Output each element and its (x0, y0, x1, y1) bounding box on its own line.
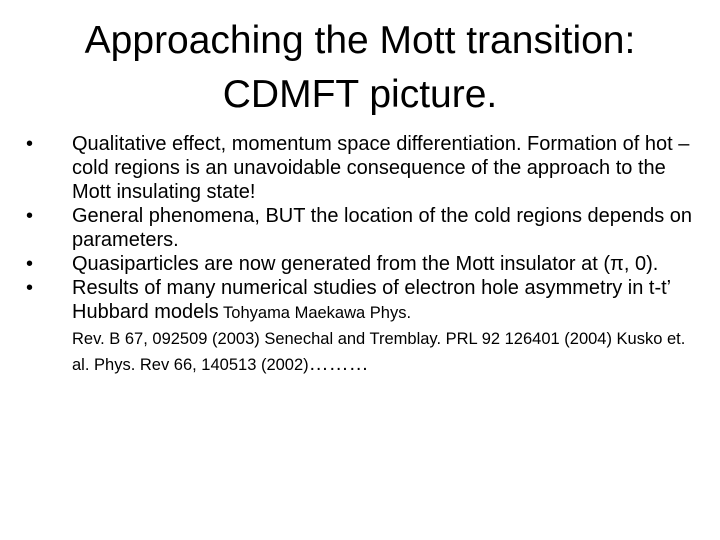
bullet-item-2 (26, 204, 696, 252)
bullet-item-4 (26, 276, 696, 378)
ellipsis-tail: ……… (308, 353, 369, 375)
bullet-text-1: Qualitative effect, momentum space differentiation. Formation of hot –cold regions is an unavoidable consequence of the approach to the Mott insulating state! (72, 133, 690, 203)
slide-title (20, 14, 700, 122)
bullet-item-1 (26, 132, 696, 204)
reference-inline: Tohyama Maekawa Phys. (218, 304, 412, 322)
bullet-icon: • (26, 133, 34, 155)
bullet-icon: • (26, 205, 34, 227)
bullet-text-3: Quasiparticles are now generated from the Mott insulator at (π, 0). (72, 253, 659, 275)
bullet-icon: • (26, 253, 34, 275)
bullet-icon: • (26, 277, 34, 299)
bullet-text-2: General phenomena, BUT the location of the cold regions depends on parameters. (72, 205, 693, 251)
slide-title-line-1: Approaching the Mott transition: (84, 19, 636, 62)
bullet-text-4: Results of many numerical studies of electron hole asymmetry in t-t’ Hubbard models (72, 277, 671, 323)
slide-title-line-2: CDMFT picture. (222, 73, 498, 116)
bullet-item-3 (26, 252, 696, 276)
reference-list: Rev. B 67, 092509 (2003) Senechal and Tremblay. PRL 92 126401 (2004) Kusko et. al. Phys. Rev 66, 140513 (2002) (72, 330, 686, 374)
bullet-list (26, 132, 696, 378)
